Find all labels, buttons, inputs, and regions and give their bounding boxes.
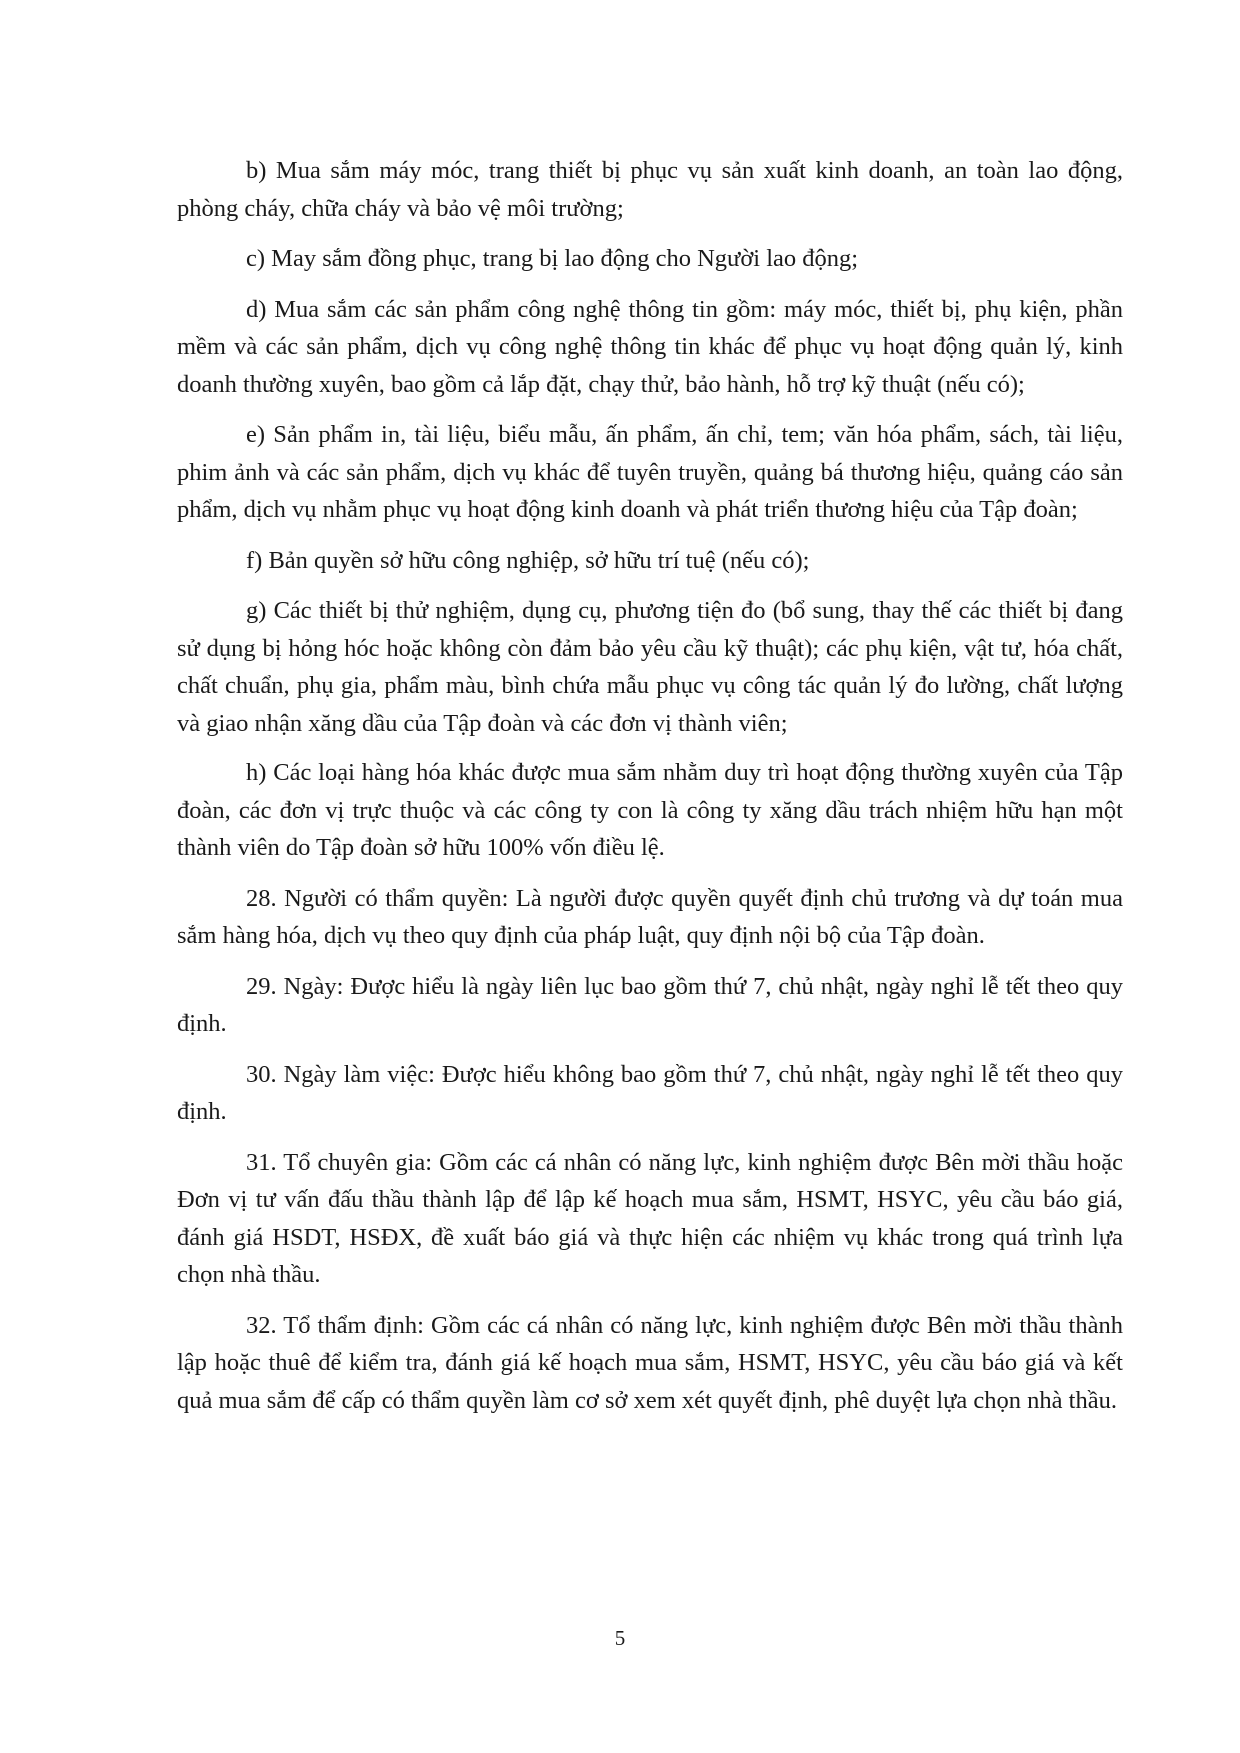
document-body [177, 152, 1123, 1432]
paragraph-clause-31: 31. Tổ chuyên gia: Gồm các cá nhân có năng lực, kinh nghiệm được Bên mời thầu hoặc Đơn vị tư vấn đấu thầu thành lập để lập kế hoạch mua sắm, HSMT, HSYC, yêu cầu báo giá, đánh giá HSDT, HSĐX, đề xuất báo giá và thực hiện các nhiệm vụ khác trong quá trình lựa chọn nhà thầu. [177, 1148, 1123, 1288]
paragraph-item-h: h) Các loại hàng hóa khác được mua sắm nhằm duy trì hoạt động thường xuyên của Tập đoàn, các đơn vị trực thuộc và các công ty con là công ty xăng dầu trách nhiệm hữu hạn một thành viên do Tập đoàn sở hữu 100% vốn điều lệ. [177, 759, 1123, 861]
paragraph-item-g: g) Các thiết bị thử nghiệm, dụng cụ, phương tiện đo (bổ sung, thay thế các thiết bị đang sử dụng bị hỏng hóc hoặc không còn đảm bảo yêu cầu kỹ thuật); các phụ kiện, vật tư, hóa chất, chất chuẩn, phụ gia, phẩm màu, bình chứa mẫu phục vụ công tác quản lý đo lường, chất lượng và giao nhận xăng dầu của Tập đoàn và các đơn vị thành viên; [177, 597, 1123, 737]
paragraph-item-f: f) Bản quyền sở hữu công nghiệp, sở hữu trí tuệ (nếu có); [246, 546, 810, 574]
paragraph-item-e: e) Sản phẩm in, tài liệu, biểu mẫu, ấn phẩm, ấn chỉ, tem; văn hóa phẩm, sách, tài liệu, phim ảnh và các sản phẩm, dịch vụ khác để tuyên truyền, quảng bá thương hiệu, quảng cáo sản phẩm, dịch vụ nhằm phục vụ hoạt động kinh doanh và phát triển thương hiệu của Tập đoàn; [177, 421, 1123, 523]
page-number: 5 [614, 1626, 626, 1650]
paragraph-item-b: b) Mua sắm máy móc, trang thiết bị phục vụ sản xuất kinh doanh, an toàn lao động, phòng cháy, chữa cháy và bảo vệ môi trường; [177, 157, 1123, 222]
paragraph-item-c: c) May sắm đồng phục, trang bị lao động cho Người lao động; [246, 245, 859, 272]
paragraph-clause-30: 30. Ngày làm việc: Được hiểu không bao gồm thứ 7, chủ nhật, ngày nghỉ lễ tết theo quy định. [177, 1060, 1123, 1125]
paragraph-item-d: d) Mua sắm các sản phẩm công nghệ thông tin gồm: máy móc, thiết bị, phụ kiện, phần mềm và các sản phẩm, dịch vụ công nghệ thông tin khác để phục vụ hoạt động quản lý, kinh doanh thường xuyên, bao gồm cả lắp đặt, chạy thử, bảo hành, hỗ trợ kỹ thuật (nếu có); [177, 295, 1123, 398]
paragraph-clause-29: 29. Ngày: Được hiểu là ngày liên lục bao gồm thứ 7, chủ nhật, ngày nghỉ lễ tết theo quy định. [177, 972, 1123, 1037]
paragraph-clause-32: 32. Tổ thẩm định: Gồm các cá nhân có năng lực, kinh nghiệm được Bên mời thầu thành lập hoặc thuê để kiểm tra, đánh giá kế hoạch mua sắm, HSMT, HSYC, yêu cầu báo giá và kết quả mua sắm để cấp có thẩm quyền làm cơ sở xem xét quyết định, phê duyệt lựa chọn nhà thầu. [177, 1311, 1123, 1414]
paragraph-clause-28: 28. Người có thẩm quyền: Là người được quyền quyết định chủ trương và dự toán mua sắm hàng hóa, dịch vụ theo quy định của pháp luật, quy định nội bộ của Tập đoàn. [177, 884, 1123, 949]
